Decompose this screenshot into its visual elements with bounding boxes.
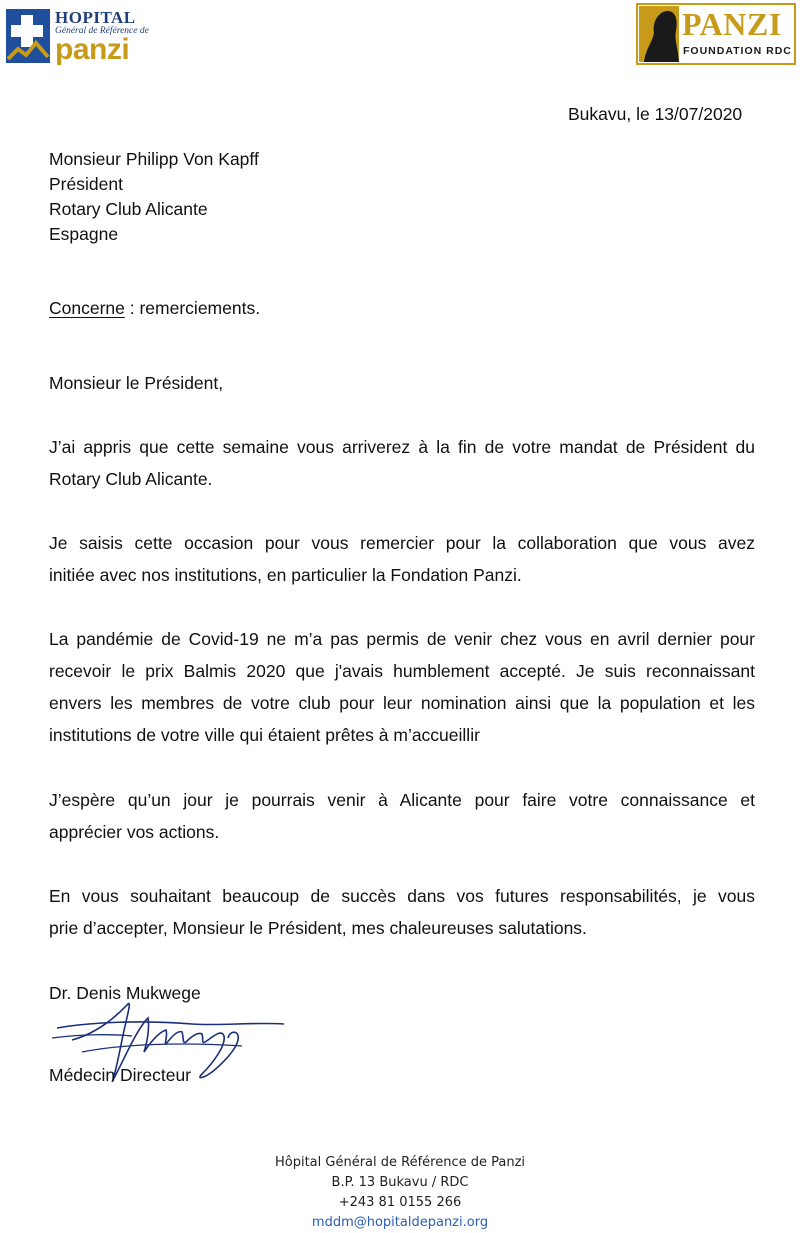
paragraph-line: prie d’accepter, Monsieur le Président, mes chaleureuses salutations. bbox=[49, 918, 587, 938]
logo-name: panzi bbox=[55, 33, 130, 66]
signatory-title: Médecin Directeur bbox=[49, 1065, 191, 1085]
panzi-foundation-logo bbox=[636, 3, 796, 65]
paragraph-5 bbox=[49, 880, 755, 944]
paragraph-line: En vous souhaitant beaucoup de succès dans vos futures responsabilités, je vous bbox=[49, 886, 755, 906]
paragraph-line: apprécier vos actions. bbox=[49, 822, 220, 842]
letter-date: Bukavu, le 13/07/2020 bbox=[568, 104, 743, 124]
recipient-organization: Rotary Club Alicante bbox=[49, 199, 208, 219]
recipient-block bbox=[49, 147, 259, 247]
signatory-name: Dr. Denis Mukwege bbox=[49, 983, 201, 1003]
salutation: Monsieur le Président, bbox=[49, 373, 224, 393]
paragraph-line: institutions de votre ville qui étaient prêtes à m’accueillir bbox=[49, 725, 480, 745]
footer-phone: +243 81 0155 266 bbox=[338, 1195, 462, 1210]
paragraph-line: La pandémie de Covid-19 ne m’a pas permis de venir chez vous en avril dernier pour bbox=[49, 629, 755, 649]
logo-title: HOPITAL bbox=[55, 8, 136, 27]
logo-subtitle: FOUNDATION RDC bbox=[683, 45, 792, 57]
paragraph-line: J’ai appris que cette semaine vous arriverez à la fin de votre mandat de Président du bbox=[49, 437, 755, 457]
paragraph-4 bbox=[49, 784, 755, 848]
recipient-title: Président bbox=[49, 174, 123, 194]
paragraph-line: Je saisis cette occasion pour vous remercier pour la collaboration que vous avez bbox=[49, 533, 755, 553]
subject-text: : remerciements. bbox=[124, 298, 261, 318]
footer-po-box: B.P. 13 Bukavu / RDC bbox=[331, 1175, 469, 1190]
recipient-name: Monsieur Philipp Von Kapff bbox=[49, 149, 259, 169]
footer-email-link[interactable]: mddm@hopitaldepanzi.org bbox=[311, 1215, 489, 1230]
logo-subtitle: Général de Référence de bbox=[55, 26, 149, 36]
recipient-country: Espagne bbox=[49, 224, 119, 244]
footer-organization: Hôpital Général de Référence de Panzi bbox=[274, 1155, 526, 1170]
letter-footer bbox=[200, 1153, 600, 1233]
paragraph-line: Rotary Club Alicante. bbox=[49, 469, 213, 489]
paragraph-1 bbox=[49, 431, 755, 495]
subject-label: Concerne bbox=[49, 298, 125, 318]
logo-title: PANZI bbox=[682, 6, 782, 42]
subject-line bbox=[49, 296, 260, 321]
paragraph-2 bbox=[49, 527, 755, 591]
paragraph-line: J’espère qu’un jour je pourrais venir à Alicante pour faire votre connaissance et bbox=[49, 790, 755, 810]
paragraph-3 bbox=[49, 623, 755, 751]
paragraph-line: recevoir le prix Balmis 2020 que j'avais humblement accepté. Je suis reconnaissant bbox=[49, 661, 755, 681]
hopital-panzi-logo bbox=[6, 9, 156, 67]
paragraph-line: initiée avec nos institutions, en particulier la Fondation Panzi. bbox=[49, 565, 522, 585]
paragraph-line: envers les membres de votre club pour leur nomination ainsi que la population et les bbox=[49, 693, 755, 713]
